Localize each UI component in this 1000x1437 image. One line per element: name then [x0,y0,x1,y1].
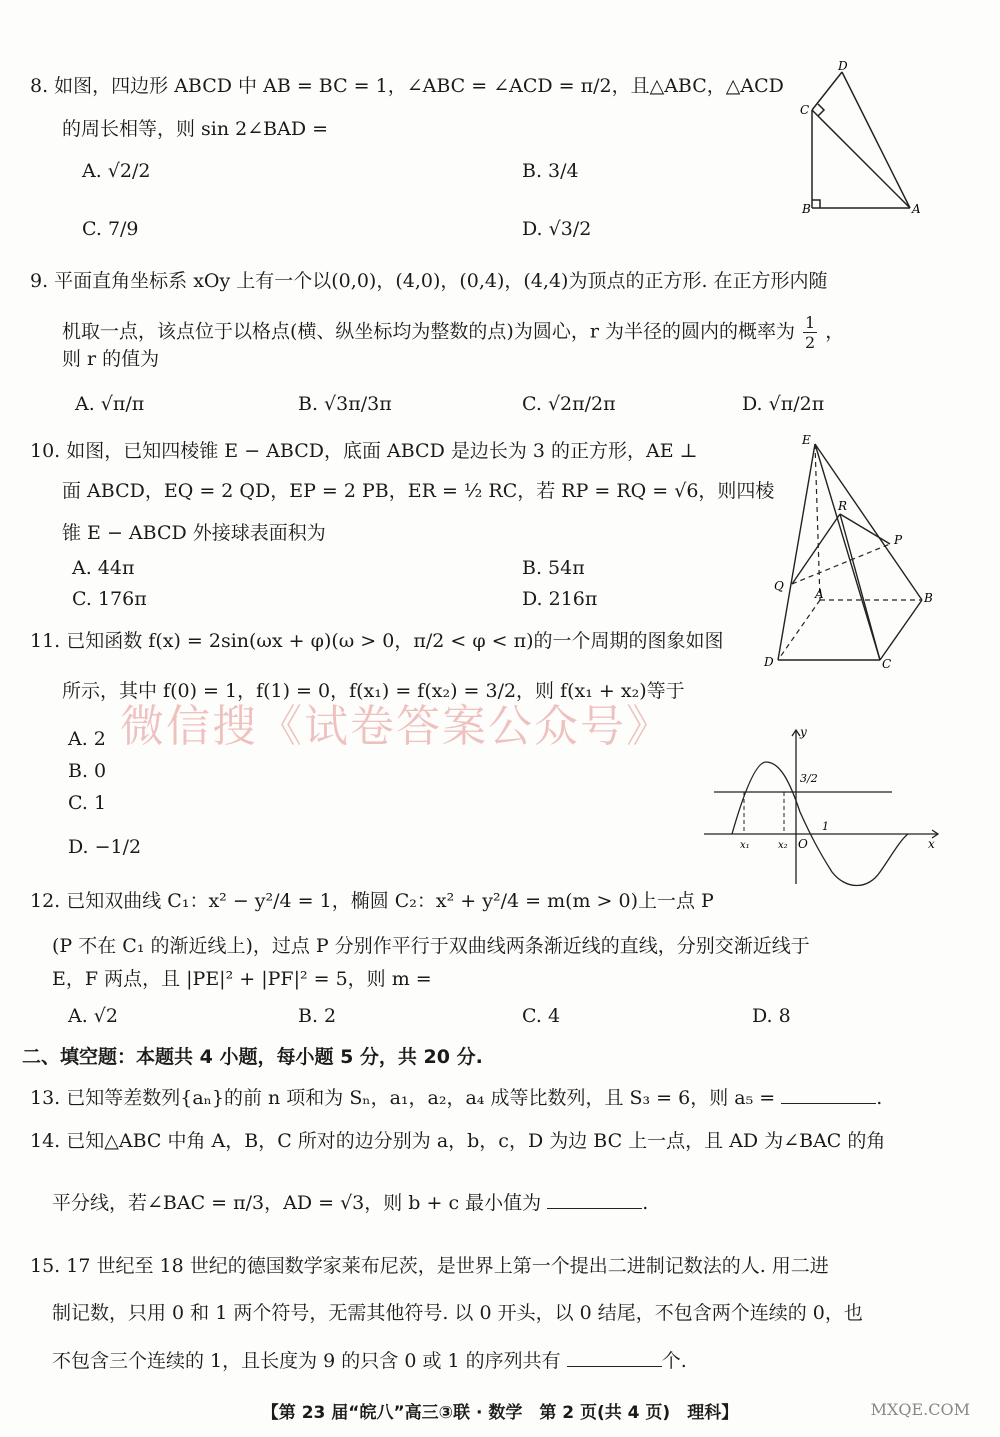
q11-label-y: y [800,725,807,739]
q10-pyramid-figure [760,432,940,672]
q10-label-r: R [838,499,848,513]
q15-body: 不包含三个连续的 1，且长度为 9 的只含 0 或 1 的序列共有 [52,1350,561,1372]
q10-label-p: P [894,533,903,547]
q10-label-c: C [882,657,892,671]
q14-answer-blank[interactable] [547,1207,642,1209]
q11-line2: 所示，其中 f(0) = 1，f(1) = 0，f(x₁) = f(x₂) = 3/2，则 f(x₁ + x₂)等于 [62,680,685,702]
q9-option-c: C. √2π/2π [522,393,616,415]
section-2-heading: 二、填空题：本题共 4 小题，每小题 5 分，共 20 分. [22,1046,483,1068]
q10-label-d: D [764,655,774,669]
q10-option-a: A. 44π [72,557,135,579]
q11-line1: 11. 已知函数 f(x) = 2sin(ωx + φ)(ω > 0，π/2 < φ < π)的一个周期的图象如图 [30,630,724,652]
q11-label-x: x [928,837,935,851]
q13-text [30,1087,882,1110]
q8-label-b: B [802,202,811,216]
q13-answer-blank[interactable] [781,1102,876,1104]
q12-option-c: C. 4 [522,1005,561,1027]
q11-option-d: D. −1/2 [68,836,142,858]
q8-label-c: C [800,103,810,117]
q9-line1: 9. 平面直角坐标系 xOy 上有一个以(0,0)，(4,0)，(0,4)，(4,4)为顶点的正方形. 在正方形内随 [30,270,828,292]
q9-line2 [62,313,844,352]
q11-sine-graph [700,722,950,890]
q12-line3: E，F 两点，且 |PE|² + |PF|² = 5，则 m = [52,968,432,990]
q9-line3: 则 r 的值为 [62,348,160,370]
q10-line1: 10. 如图，已知四棱锥 E − ABCD，底面 ABCD 是边长为 3 的正方形，AE ⊥ [30,440,698,462]
q8-line2: 的周长相等，则 sin 2∠BAD = [62,118,329,140]
q11-label-three-half: 3/2 [800,772,818,785]
q9-line2-end: ， [825,320,845,343]
q14-body: 平分线，若∠BAC = π/3，AD = √3，则 b + c 最小值为 [52,1192,542,1214]
q8-edge-ca [812,110,910,208]
q10-option-d: D. 216π [522,588,598,610]
q14-line1: 14. 已知△ABC 中角 A，B，C 所对的边分别为 a，b，c，D 为边 BC 上一点，且 AD 为∠BAC 的角 [30,1130,886,1152]
q9-probability-fraction: $\frac{1}{2}$ [805,313,816,353]
q11-label-o: O [798,837,808,851]
q8-option-b: B. 3/4 [522,160,579,182]
q10-label-b: B [924,591,933,605]
q15-line3 [52,1350,687,1373]
corner-watermark: MXQE.COM [870,1400,970,1419]
q15-end: 个. [661,1350,687,1372]
page-footer: 【第 23 届“皖八”高三③联 · 数学 第 2 页(共 4 页) 理科】 [261,1403,739,1423]
q12-option-d: D. 8 [752,1005,791,1027]
q11-option-c: C. 1 [68,792,107,814]
watermark-text: 微信搜《试卷答案公众号》 [120,701,672,752]
q8-label-a: A [912,202,921,216]
q11-label-x2: x₂ [778,840,788,851]
q10-line3: 锥 E − ABCD 外接球表面积为 [62,522,326,544]
q15-line2: 制记数，只用 0 和 1 两个符号，无需其他符号. 以 0 开头，以 0 结尾，不包含两个连续的 0，也 [52,1302,863,1324]
q9-option-b: B. √3π/3π [298,393,392,415]
q11-option-a: A. 2 [68,728,106,750]
q11-label-one: 1 [822,820,829,833]
q11-label-x1: x₁ [740,840,750,851]
q8-option-a: A. √2/2 [82,160,151,182]
q10-label-e: E [802,433,811,447]
q13-end: . [876,1087,883,1109]
q8-line1: 8. 如图，四边形 ABCD 中 AB = BC = 1，∠ABC = ∠ACD = π/2，且△ABC，△ACD [30,75,784,97]
q10-option-c: C. 176π [72,588,147,610]
q8-option-c: C. 7/9 [82,218,139,240]
q8-edge-da [842,72,910,208]
q15-answer-blank[interactable] [567,1365,662,1367]
q11-option-b: B. 0 [68,760,107,782]
q10-label-q: Q [774,579,784,593]
q10-line2: 面 ABCD，EQ = 2 QD，EP = 2 PB，ER = ½ RC，若 RP = RQ = √6，则四棱 [62,480,775,502]
q12-line2: (P 不在 C₁ 的渐近线上)，过点 P 分别作平行于双曲线两条渐近线的直线，分别交渐近线于 [52,935,810,957]
q14-end: . [642,1192,649,1214]
q8-figure [780,60,930,220]
q12-option-b: B. 2 [298,1005,337,1027]
q8-edge-cd [812,72,842,110]
q9-line2-text: 机取一点，该点位于以格点(横、纵坐标均为整数的点)为圆心，r 为半径的圆内的概率为 [62,320,795,343]
q9-option-d: D. √π/2π [742,393,825,415]
q8-label-d: D [838,60,848,73]
q12-option-a: A. √2 [68,1005,118,1027]
q10-option-b: B. 54π [522,557,585,579]
q10-label-a: A [815,587,824,601]
q15-line1: 15. 17 世纪至 18 世纪的德国数学家莱布尼茨，是世界上第一个提出二进制记数法的人. 用二进 [30,1255,829,1277]
q14-line2 [52,1192,648,1215]
q11-sine-curve [732,762,908,886]
q13-body: 13. 已知等差数列{aₙ}的前 n 项和为 Sₙ，a₁，a₂，a₄ 成等比数列，且 S₃ = 6，则 a₅ = [30,1087,776,1109]
q8-option-d: D. √3/2 [522,218,592,240]
q12-line1: 12. 已知双曲线 C₁：x² − y²/4 = 1，椭圆 C₂：x² + y²/4 = m(m > 0)上一点 P [30,890,714,912]
q9-option-a: A. √π/π [75,393,145,415]
